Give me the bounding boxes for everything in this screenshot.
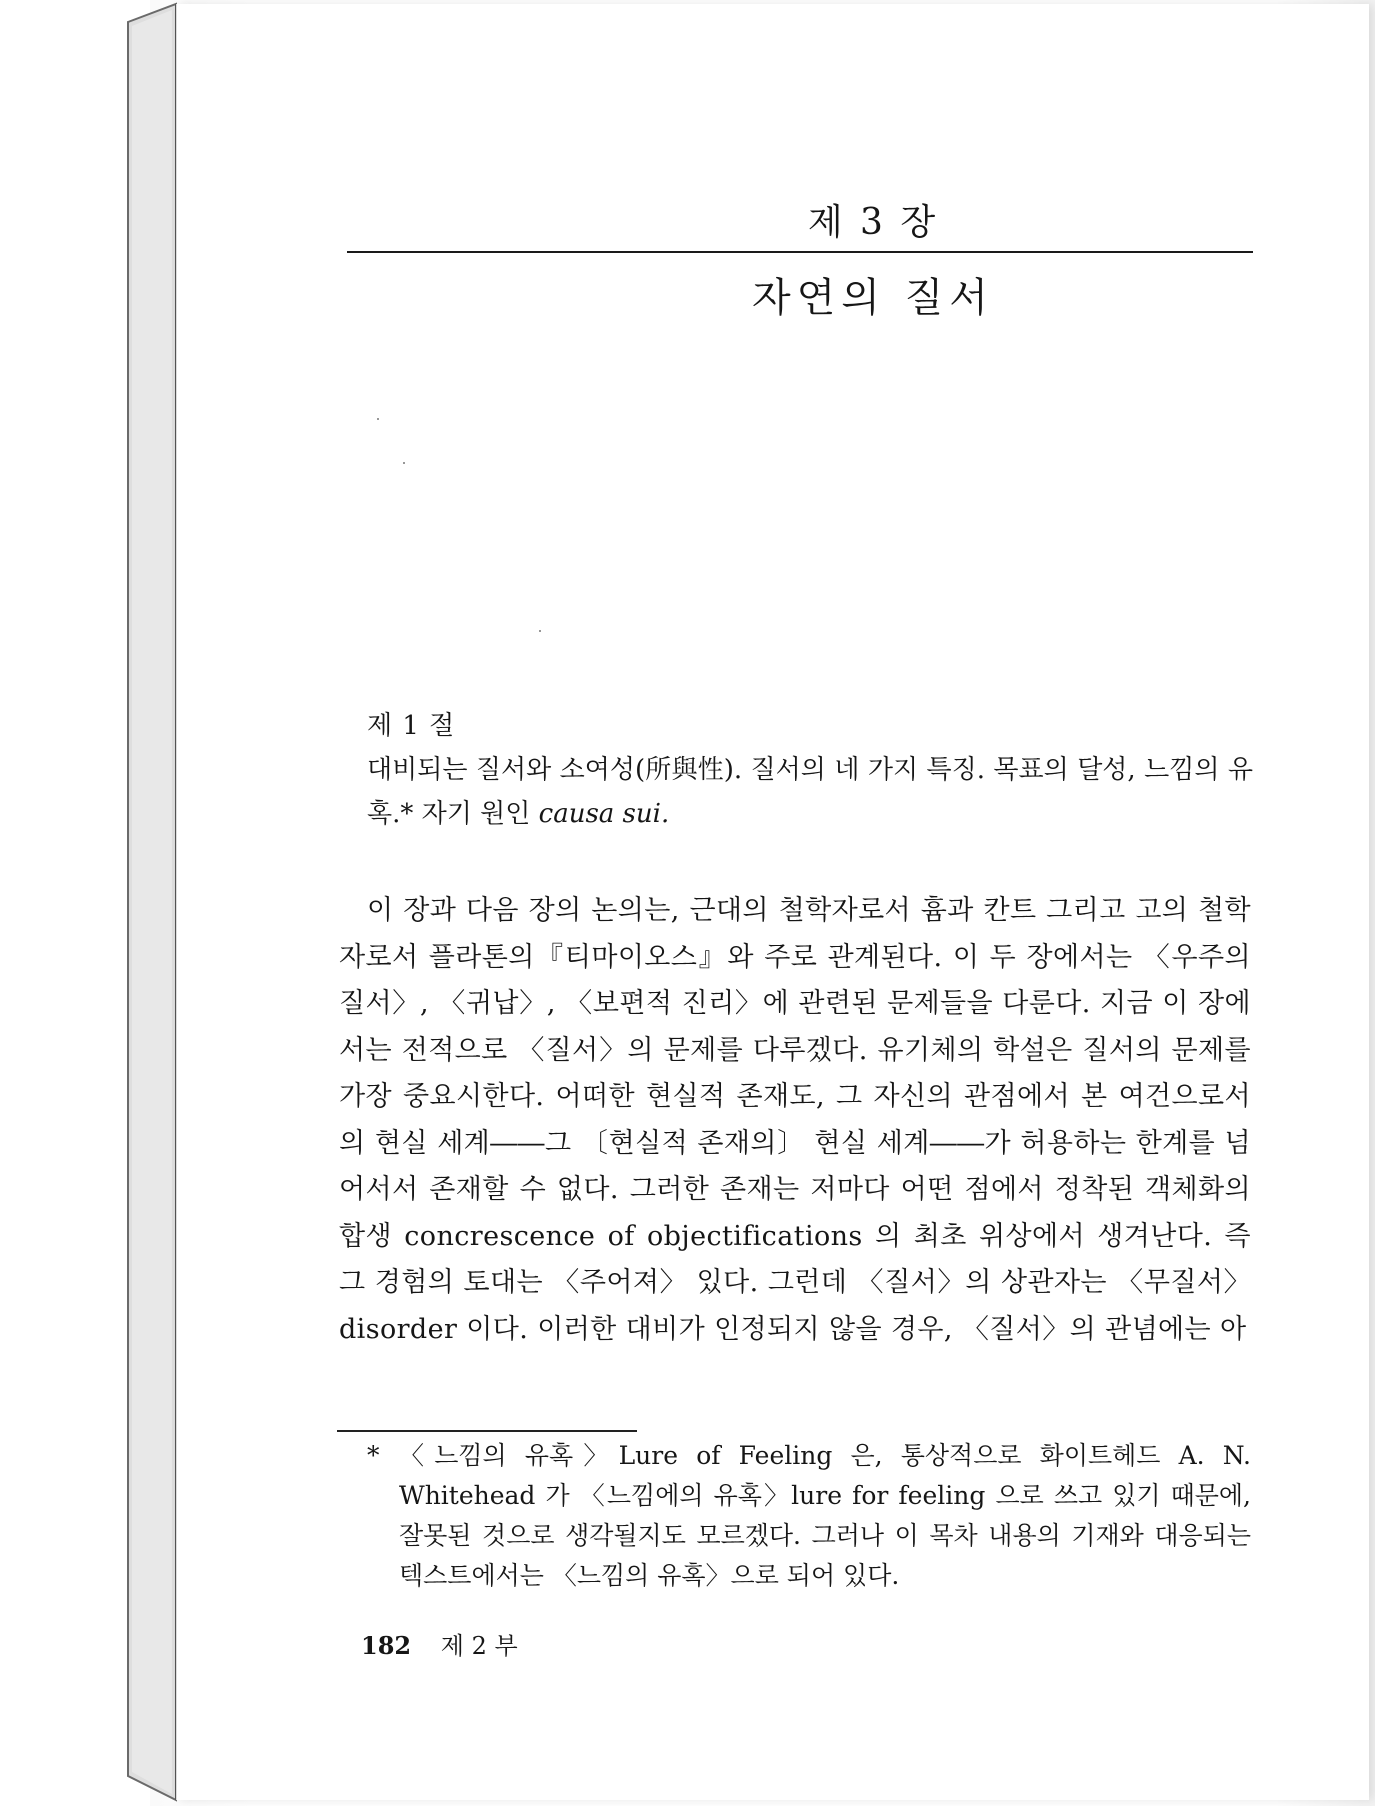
chapter-number: 제 3 장 — [807, 202, 939, 243]
speck — [539, 630, 541, 632]
section-summary-text: 대비되는 질서와 소여성(所與性). 질서의 네 가지 특징. 목표의 달성, 느낌의 유혹.* 자기 원인 — [367, 755, 1253, 829]
chapter-title: 자연의 질서 — [752, 275, 994, 321]
page-footer — [361, 1626, 518, 1661]
page-number: 182 — [361, 1631, 412, 1660]
book-page — [176, 4, 1369, 1800]
chapter-rule — [347, 251, 1253, 253]
part-label: 제 2 부 — [440, 1632, 518, 1660]
section-summary — [367, 748, 1253, 836]
section-label: 제 1 절 — [367, 711, 456, 741]
section-summary-latin: causa sui. — [538, 799, 670, 829]
speck — [403, 462, 405, 464]
footnote — [367, 1436, 1251, 1596]
body-paragraph: 이 장과 다음 장의 논의는, 근대의 철학자로서 흄과 칸트 그리고 고의 철학자로서 플라톤의『티마이오스』와 주로 관계된다. 이 두 장에서는 〈우주의 질서〉, 〈귀납〉, 〈보편적 진리〉에 관련된 문제들을 다룬다. 지금 이 장에서는 전적으로 〈질서〉의 문제를 다루겠다. 유기체의 학설은 질서의 문제를 가장 중요시한다. 어떠한 현실적 존재도, 그 자신의 관점에서 본 여건으로서의 현실 세계――그 〔현실적 존재의〕 현실 세계――가 허용하는 한계를 넘어서서 존재할 수 없다. 그러한 존재는 저마다 어떤 점에서 정착된 객체화의 합생 concrescence of objectifications 의 최초 위상에서 생겨난다. 즉 그 경험의 토대는 〈주어져〉 있다. 그런데 〈질서〉의 상관자는 〈무질서〉 disorder 이다. 이러한 대비가 인정되지 않을 경우, 〈질서〉의 관념에는 아 — [339, 895, 1251, 1345]
footnote-marker: * — [367, 1441, 380, 1470]
book-spine — [0, 0, 180, 1806]
section-header — [367, 704, 1253, 836]
footnote-rule — [337, 1430, 637, 1432]
speck — [377, 418, 379, 420]
footnote-text: 〈느낌의 유혹〉Lure of Feeling 은, 통상적으로 화이트헤드 A. N. Whitehead 가 〈느낌에의 유혹〉lure for feeling 으로 쓰고 있기 때문에, 잘못된 것으로 생각될지도 모르겠다. 그러나 이 목차 내용의 기재와 대응되는 텍스트에서는 〈느낌의 유혹〉으로 되어 있다. — [399, 1441, 1251, 1590]
